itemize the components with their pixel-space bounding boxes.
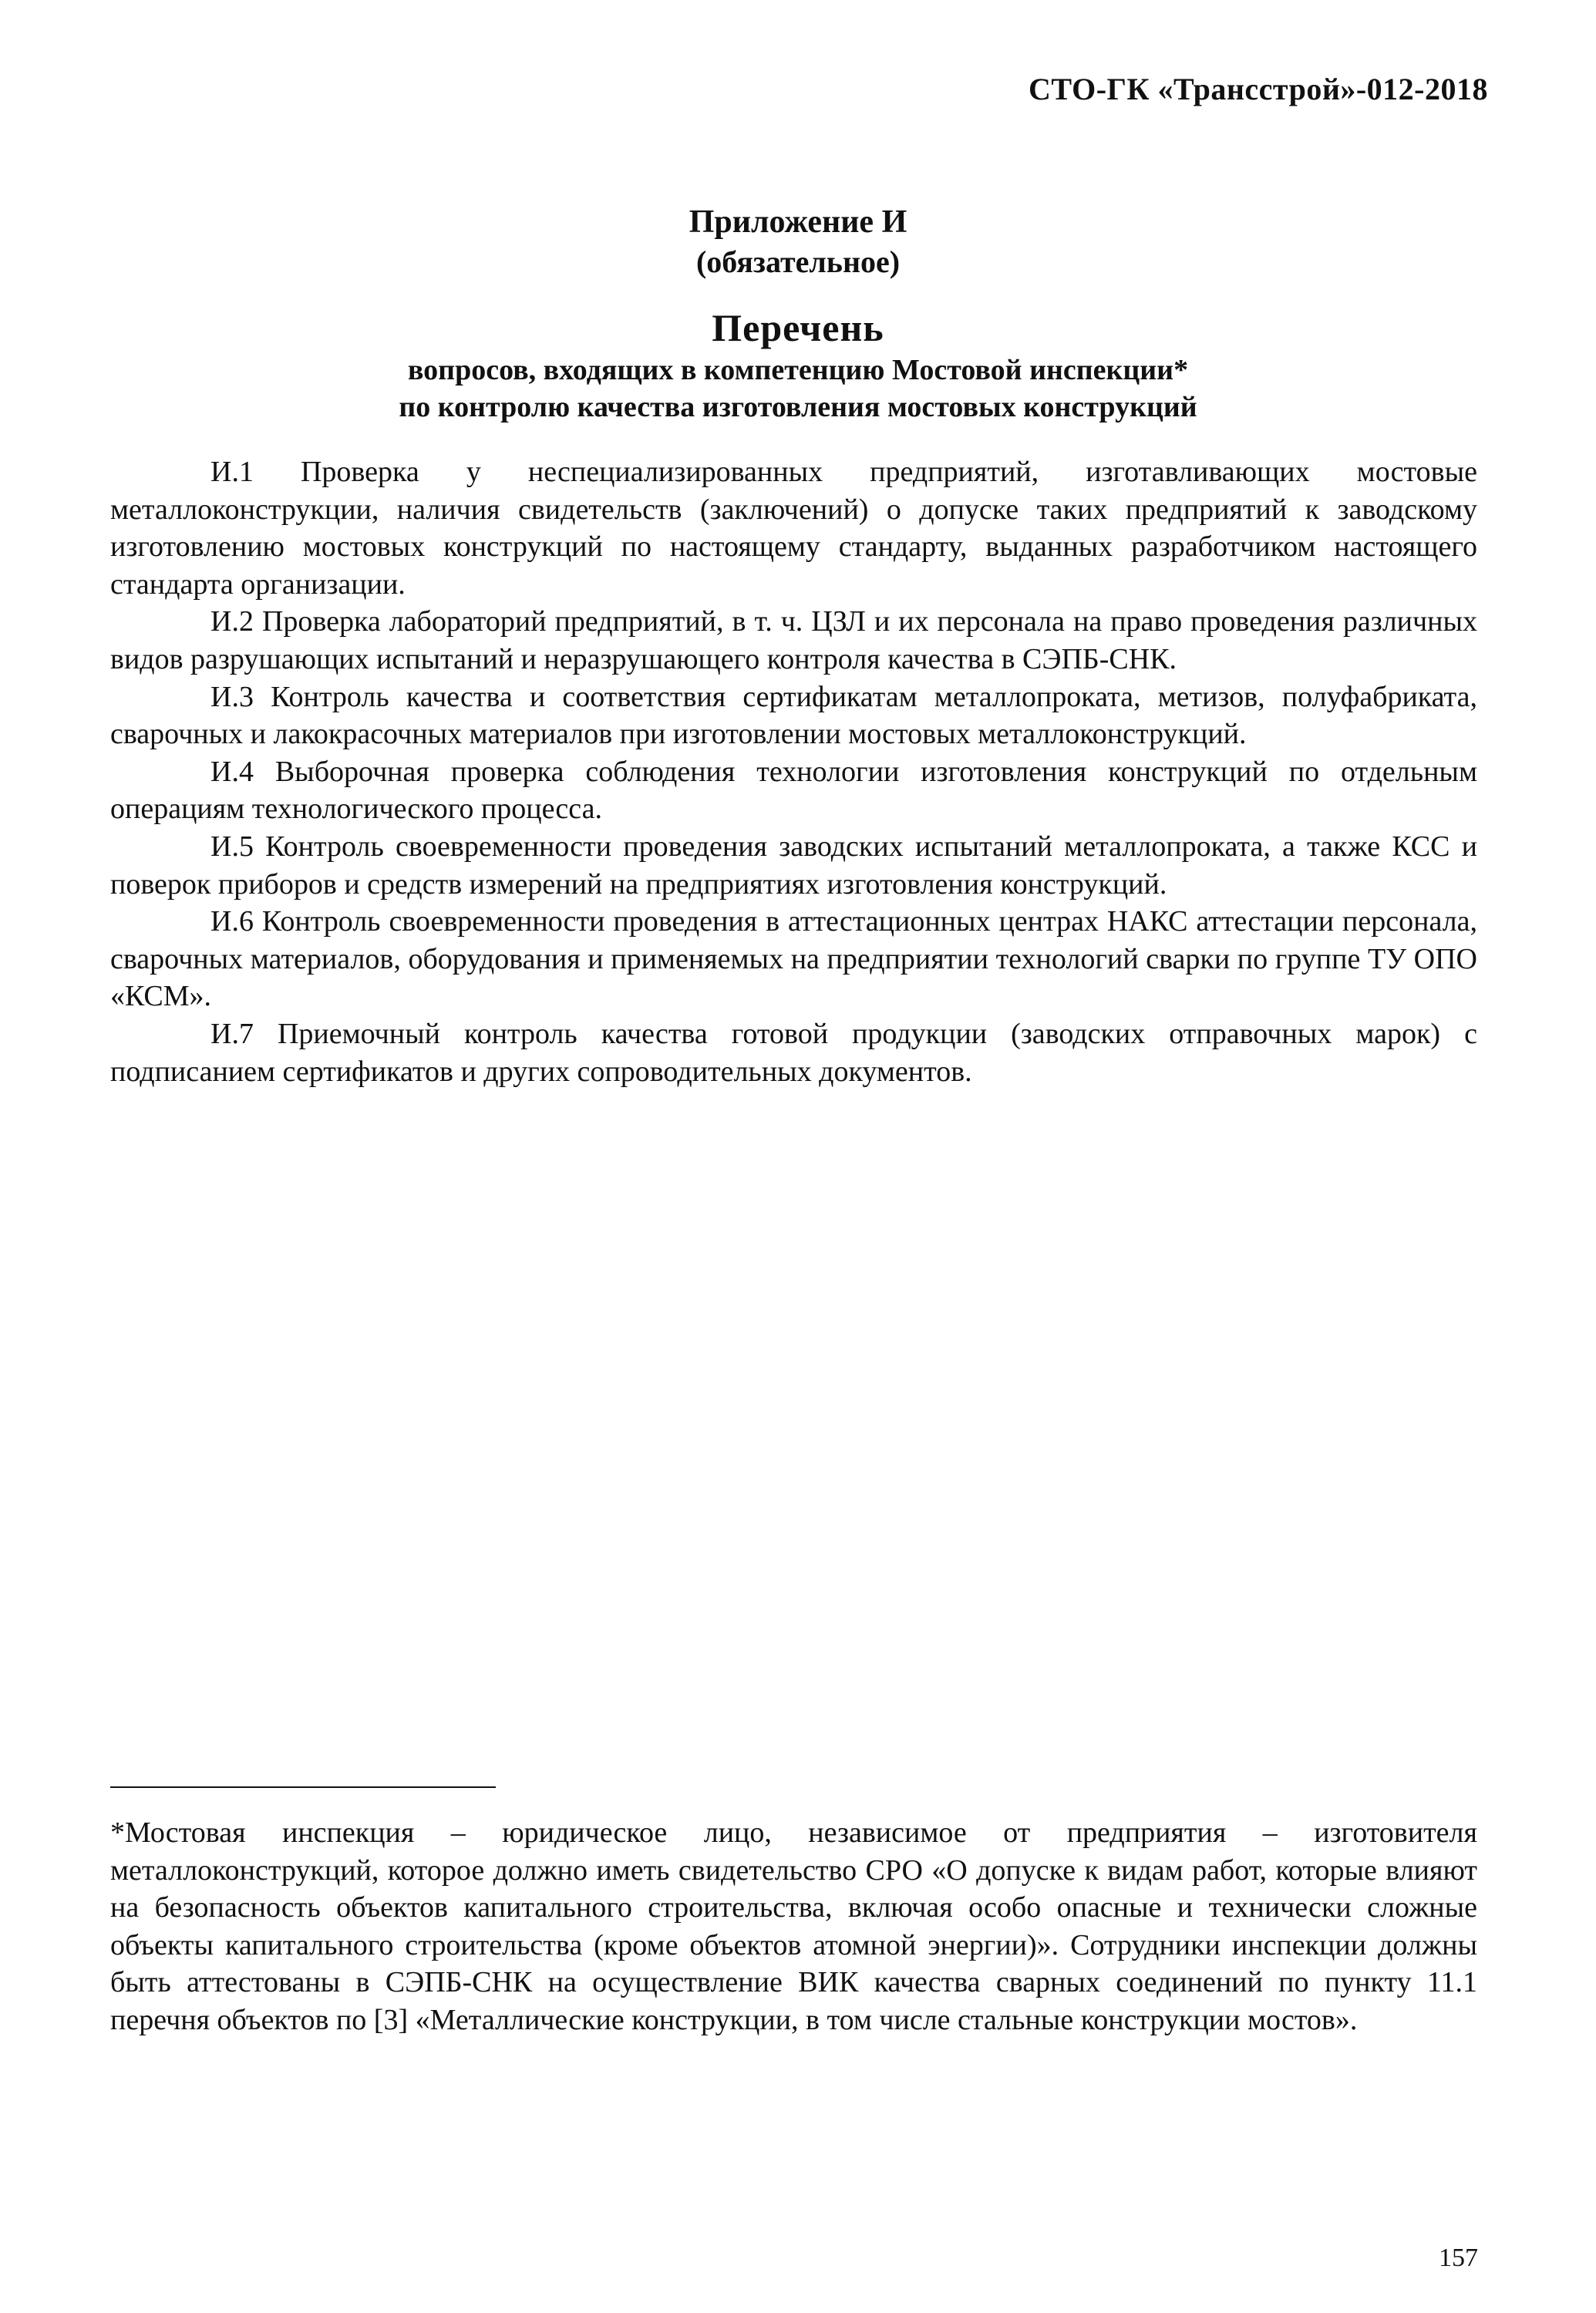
- page-number: 157: [1439, 2244, 1478, 2272]
- item-4: И.4 Выборочная проверка соблюдения технологии изготовления конструкций по отдельным операциям технологического процесса.: [110, 755, 1477, 826]
- item-2: И.2 Проверка лабораторий предприятий, в т. ч. ЦЗЛ и их персонала на право проведения различных видов разрушающих испытаний и неразрушающего контроля качества в СЭПБ-СНК.: [110, 605, 1477, 675]
- item-6: И.6 Контроль своевременности проведения в аттестационных центрах НАКС аттестации персонала, сварочных материалов, оборудования и применяемых на предприятии технологий сварки по группе ТУ ОПО «КСМ».: [110, 905, 1477, 1013]
- item-5: И.5 Контроль своевременности проведения заводских испытаний металлопроката, а также КСС и поверок приборов и средств измерений на предприятиях изготовления конструкций.: [110, 830, 1477, 901]
- title-block: [108, 202, 1488, 426]
- appendix-label: Приложение И: [689, 204, 907, 240]
- item-3: И.3 Контроль качества и соответствия сертификатам металлопроката, метизов, полуфабриката, сварочных и лакокрасочных материалов при изготовлении мостовых металлоконструкций.: [110, 680, 1477, 751]
- page-title: Перечень: [712, 306, 884, 349]
- document-code: СТО-ГК «Трансстрой»-012-2018: [1029, 72, 1488, 106]
- item-1: И.1 Проверка у неспециализированных предприятий, изготавливающих мостовые металлоконструкции, наличия свидетельств (заключений) о допуске таких предприятий к заводскому изготовлению мостовых конструкций по настоящему стандарту, выданных разработчиком настоящего стандарта организации.: [110, 456, 1477, 601]
- footnote: *Мостовая инспекция – юридическое лицо, независимое от предприятия – изготовителя металлоконструкций, которое должно иметь свидетельство СРО «О допуске к видам работ, которые влияют на безопасность объектов капитального строительства, включая особо опасные и технически сложные объекты капитального строительства (кроме объектов атомной энергии)». Сотрудники инспекции должны быть аттестованы в СЭПБ-СНК на осуществление ВИК качества сварных соединений по пункту 11.1 перечня объектов по [3] «Металлические конструкции, в том числе стальные конструкции мостов».: [110, 1816, 1477, 2036]
- subtitle-line-1: вопросов, входящих в компетенцию Мостовой инспекции*: [407, 354, 1189, 386]
- appendix-note: (обязательное): [695, 244, 901, 279]
- footnote-separator: [110, 1786, 496, 1788]
- items-list: [110, 453, 1477, 1090]
- item-7: И.7 Приемочный контроль качества готовой продукции (заводских отправочных марок) с подписанием сертификатов и других сопроводительных документов.: [110, 1017, 1477, 1088]
- subtitle-line-2: по контролю качества изготовления мостовых конструкций: [399, 391, 1197, 423]
